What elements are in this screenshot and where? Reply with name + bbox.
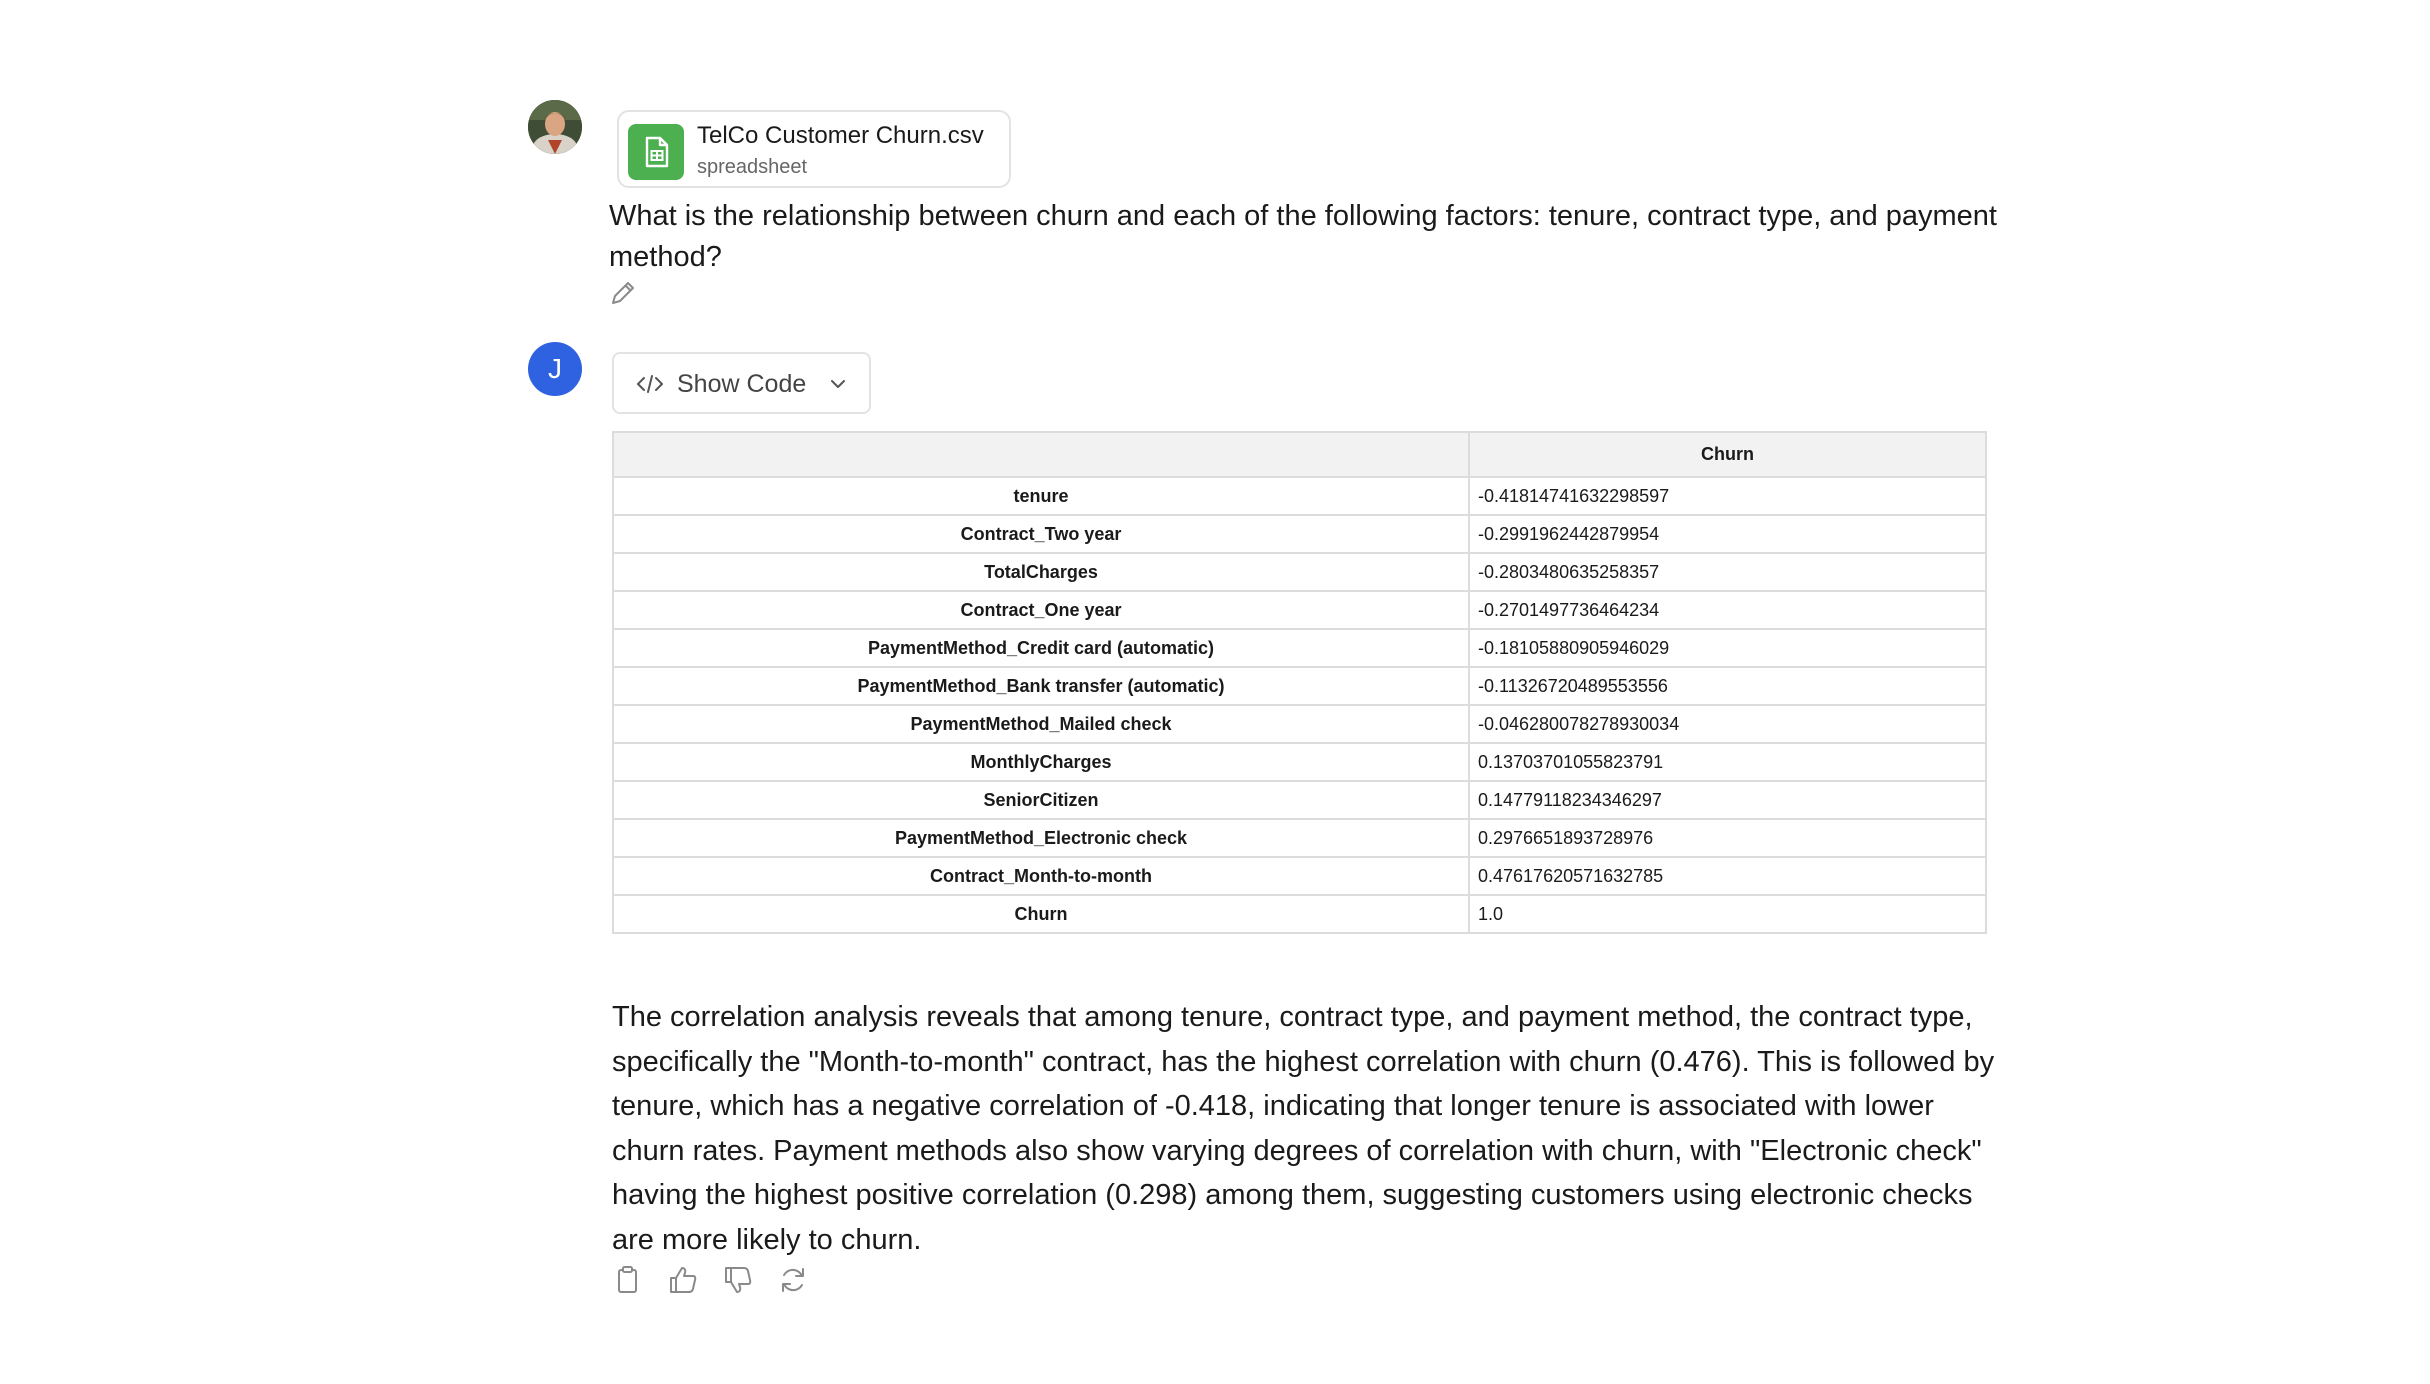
row-label: TotalCharges	[613, 553, 1469, 591]
table-row	[613, 819, 1986, 857]
row-value: -0.2701497736464234	[1469, 591, 1986, 629]
table-row	[613, 781, 1986, 819]
table-row	[613, 857, 1986, 895]
row-value: 0.13703701055823791	[1469, 743, 1986, 781]
row-label: tenure	[613, 477, 1469, 515]
user-question: What is the relationship between churn and each of the following factors: tenure, contract type, and payment method?	[609, 200, 1997, 273]
regenerate-icon[interactable]	[777, 1264, 809, 1296]
file-type: spreadsheet	[697, 156, 808, 178]
user-avatar	[528, 100, 582, 154]
row-label: SeniorCitizen	[613, 781, 1469, 819]
row-value: -0.41814741632298597	[1469, 477, 1986, 515]
chevron-down-icon	[828, 374, 848, 394]
assistant-avatar: J	[528, 342, 582, 396]
row-value: 1.0	[1469, 895, 1986, 933]
table-row	[613, 553, 1986, 591]
user-photo	[528, 100, 582, 154]
row-label: PaymentMethod_Credit card (automatic)	[613, 629, 1469, 667]
row-label: PaymentMethod_Bank transfer (automatic)	[613, 667, 1469, 705]
table-row	[613, 629, 1986, 667]
table-row	[613, 667, 1986, 705]
table-row	[613, 743, 1986, 781]
row-label: MonthlyCharges	[613, 743, 1469, 781]
file-name: TelCo Customer Churn.csv	[697, 122, 984, 149]
table-row	[613, 591, 1986, 629]
row-value: -0.11326720489553556	[1469, 667, 1986, 705]
code-icon	[636, 372, 664, 396]
table-header-churn: Churn	[1469, 432, 1986, 477]
row-value: -0.2803480635258357	[1469, 553, 1986, 591]
row-value: 0.14779118234346297	[1469, 781, 1986, 819]
table-row	[613, 895, 1986, 933]
row-label: PaymentMethod_Electronic check	[613, 819, 1469, 857]
row-value: 0.47617620571632785	[1469, 857, 1986, 895]
edit-message-icon[interactable]	[608, 278, 638, 308]
table-row	[613, 515, 1986, 553]
correlation-table	[612, 431, 1987, 934]
thumbs-up-icon[interactable]	[667, 1264, 699, 1296]
row-value: -0.2991962442879954	[1469, 515, 1986, 553]
row-label: Contract_Month-to-month	[613, 857, 1469, 895]
assistant-answer: The correlation analysis reveals that among tenure, contract type, and payment method, the contract type, specifically the "Month-to-month" contract, has the highest correlation with churn (0.476). This is followed by tenure, which has a negative correlation of -0.418, indicating that longer tenure is associated with lower churn rates. Payment methods also show varying degrees of correlation with churn, with "Electronic check" having the highest positive correlation (0.298) among them, suggesting customers using electronic checks are more likely to churn.	[612, 1001, 1995, 1256]
row-label: Contract_One year	[613, 591, 1469, 629]
file-attachment-card[interactable]	[617, 110, 1011, 188]
table-header-row	[613, 432, 1986, 477]
row-value: -0.046280078278930034	[1469, 705, 1986, 743]
show-code-button[interactable]	[612, 352, 871, 414]
row-label: Churn	[613, 895, 1469, 933]
show-code-label: Show Code	[677, 370, 807, 398]
thumbs-down-icon[interactable]	[722, 1264, 754, 1296]
row-value: -0.18105880905946029	[1469, 629, 1986, 667]
spreadsheet-icon	[628, 124, 684, 180]
row-value: 0.2976651893728976	[1469, 819, 1986, 857]
table-row	[613, 477, 1986, 515]
table-header-index	[613, 432, 1469, 477]
row-label: Contract_Two year	[613, 515, 1469, 553]
row-label: PaymentMethod_Mailed check	[613, 705, 1469, 743]
table-row	[613, 705, 1986, 743]
copy-icon[interactable]	[612, 1264, 644, 1296]
